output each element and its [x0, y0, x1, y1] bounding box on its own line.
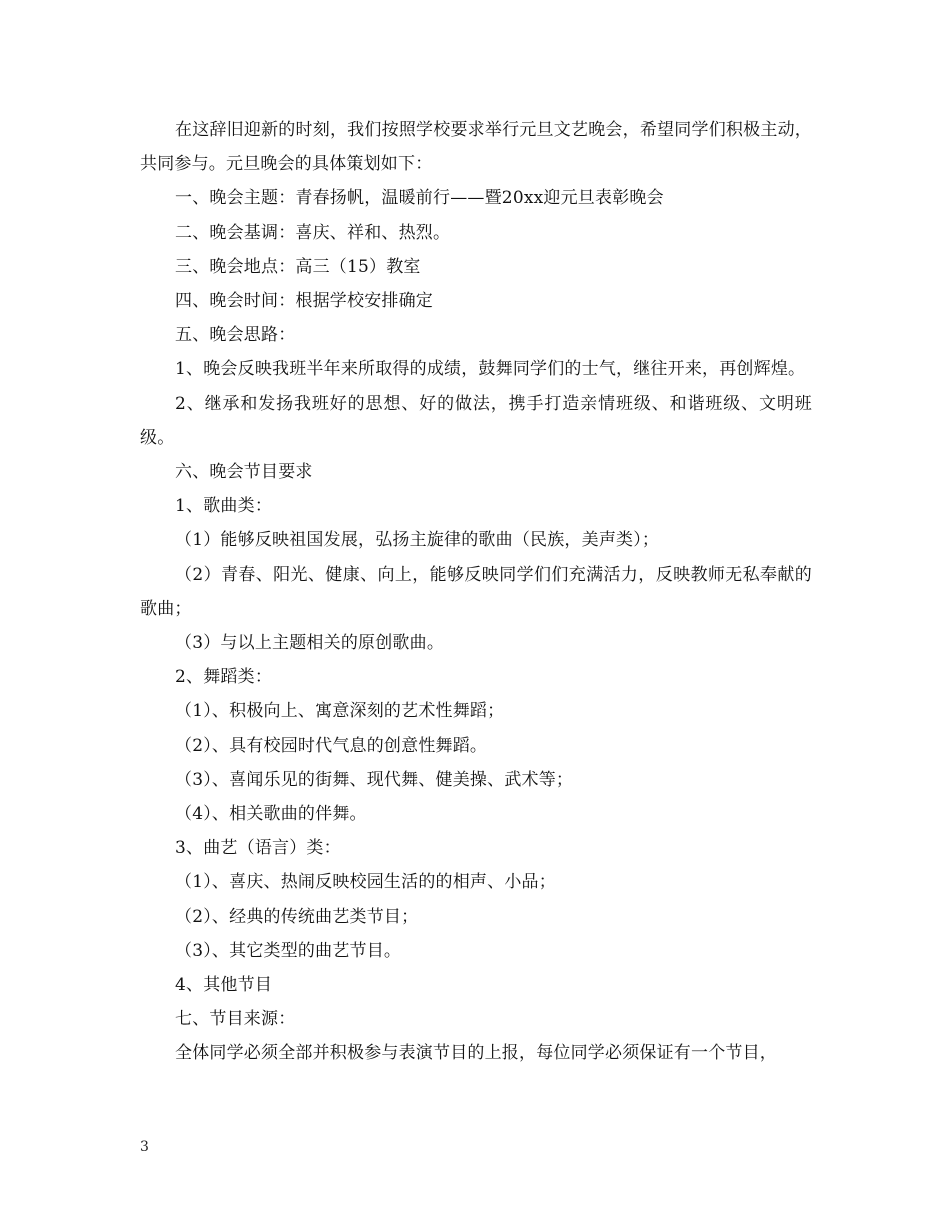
performance-item-1: （1）、喜庆、热闹反映校园生活的的相声、小品； [175, 872, 556, 893]
other-programs-heading: 4、其他节目 [175, 975, 273, 996]
program-source-heading: 七、节目来源： [175, 1009, 296, 1030]
songs-item-3: （3）与以上主题相关的原创歌曲。 [175, 633, 445, 654]
location-item: 三、晚会地点：高三（15）教室 [175, 256, 421, 277]
page-number: 3 [140, 1139, 149, 1155]
document-body [140, 113, 812, 1071]
performance-heading: 3、曲艺（语言）类： [175, 838, 341, 859]
concept-point-1: 1、晚会反映我班半年来所取得的成绩，鼓舞同学们的士气，继往开来，再创辉煌。 [175, 359, 806, 380]
dance-item-3: （3）、喜闻乐见的街舞、现代舞、健美操、武术等； [175, 769, 574, 790]
songs-heading: 1、歌曲类： [175, 496, 273, 517]
performance-item-2: （2）、经典的传统曲艺类节目； [175, 906, 419, 927]
program-source-text: 全体同学必须全部并积极参与表演节目的上报，每位同学必须保证有一个节目， [175, 1043, 777, 1064]
concept-heading: 五、晚会思路： [175, 325, 296, 346]
dance-item-1: （1）、积极向上、寓意深刻的艺术性舞蹈； [175, 701, 505, 722]
intro-paragraph: 在这辞旧迎新的时刻，我们按照学校要求举行元旦文艺晚会，希望同学们积极主动，共同参与。元旦晚会的具体策划如下： [140, 120, 812, 175]
concept-point-2: 2、继承和发扬我班好的思想、好的做法，携手打造亲情班级、和谐班级、文明班级。 [140, 393, 812, 448]
time-item: 四、晚会时间：根据学校安排确定 [175, 291, 433, 312]
dance-item-2: （2）、具有校园时代气息的创意性舞蹈。 [175, 735, 488, 756]
theme-item: 一、晚会主题：青春扬帆，温暖前行——暨20xx迎元旦表彰晚会 [175, 188, 664, 209]
dance-item-4: （4）、相关歌曲的伴舞。 [175, 804, 367, 825]
dance-heading: 2、舞蹈类： [175, 667, 273, 688]
songs-item-2: （2）青春、阳光、健康、向上，能够反映同学们们充满活力，反映教师无私奉献的歌曲； [140, 564, 812, 619]
performance-item-3: （3）、其它类型的曲艺节目。 [175, 940, 402, 961]
songs-item-1: （1）能够反映祖国发展，弘扬主旋律的歌曲（民族，美声类）； [175, 530, 660, 551]
program-requirements-heading: 六、晚会节目要求 [175, 462, 313, 483]
tone-item: 二、晚会基调：喜庆、祥和、热烈。 [175, 222, 451, 243]
